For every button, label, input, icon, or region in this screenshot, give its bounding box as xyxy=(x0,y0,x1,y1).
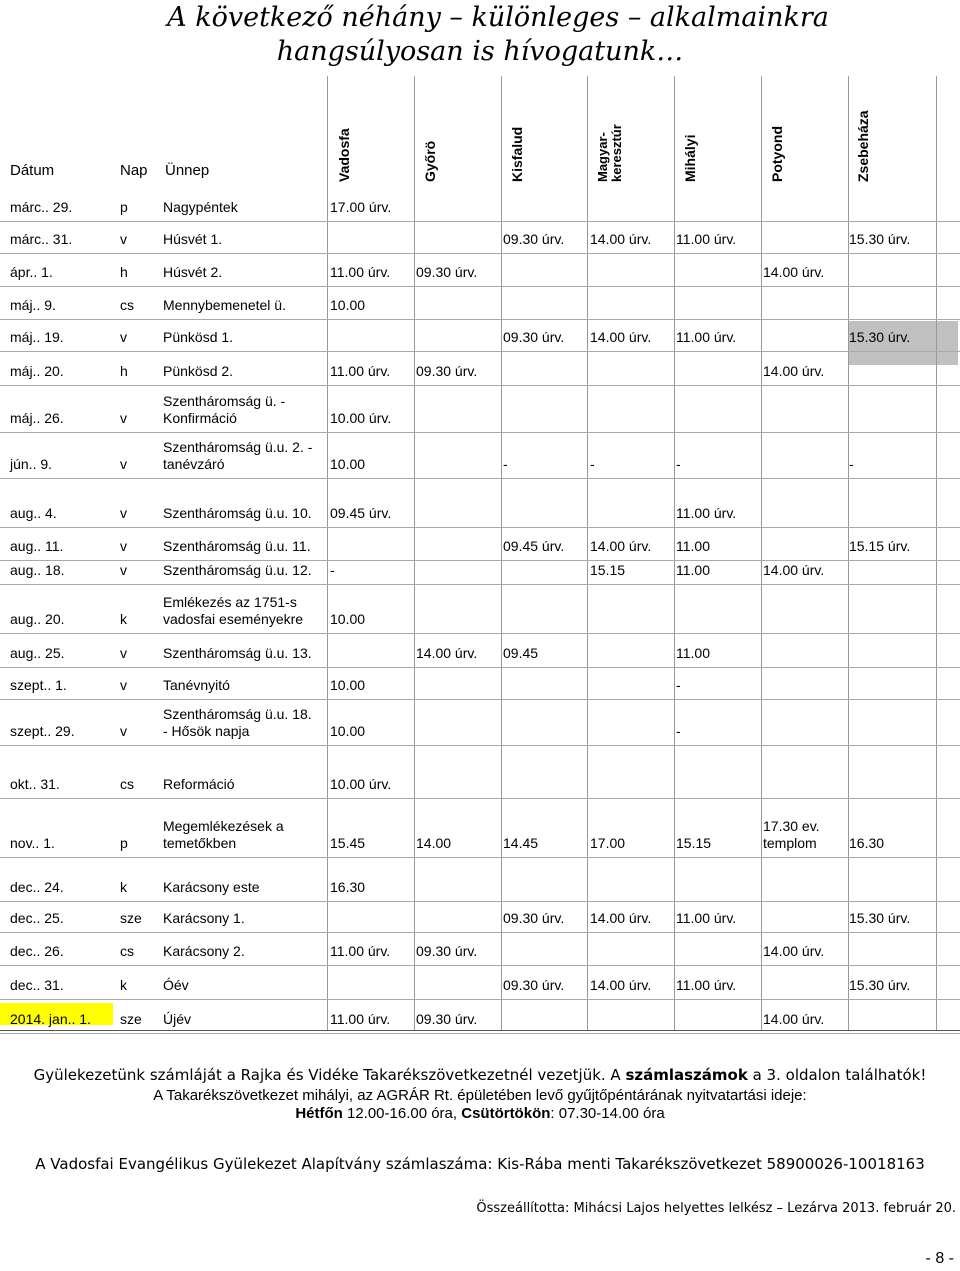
row-date: aug.. 18. xyxy=(10,562,65,578)
row-event: Óév xyxy=(163,977,189,993)
row-day: p xyxy=(120,835,128,851)
row-time: 17.00 xyxy=(590,835,626,851)
row-time: 16.30 xyxy=(330,879,366,895)
row-time: 14.00 úrv. xyxy=(763,264,825,280)
header-date: Dátum xyxy=(10,162,55,179)
row-time: 11.00 úrv. xyxy=(330,943,391,959)
row-day: v xyxy=(120,562,127,578)
row-time: 09.45 úrv. xyxy=(330,505,392,521)
row-day: cs xyxy=(120,297,134,313)
row-event: Reformáció xyxy=(163,776,235,792)
title-line-2: hangsúlyosan is hívogatunk… xyxy=(276,36,684,67)
row-time: 14.00 úrv. xyxy=(763,1011,825,1027)
row-time: 11.00 úrv. xyxy=(330,1011,391,1027)
row-event: Emlékezés az 1751-s vadosfai eseményekre xyxy=(163,594,304,627)
row-date: márc.. 31. xyxy=(10,231,73,247)
row-day: k xyxy=(120,879,127,895)
row-event: Nagypéntek xyxy=(163,199,238,215)
row-time: 09.30 úrv. xyxy=(503,910,565,926)
row-date: okt.. 31. xyxy=(10,776,60,792)
row-time: 15.30 úrv. xyxy=(849,231,911,247)
row-time: 15.15 xyxy=(590,562,626,578)
row-day: sze xyxy=(120,1011,142,1027)
row-event: Szentháromság ü.u. 18. - Hősök napja xyxy=(163,706,312,739)
row-time: 14.00 úrv. xyxy=(763,562,825,578)
row-event: Szentháromság ü.u. 13. xyxy=(163,645,312,661)
row-date: dec.. 31. xyxy=(10,977,64,993)
row-time: 09.30 úrv. xyxy=(416,363,478,379)
monday-label: Hétfőn xyxy=(295,1105,343,1122)
row-date: 2014. jan.. 1. xyxy=(10,1011,91,1027)
header-place: Zsebeháza xyxy=(855,110,871,182)
row-day: v xyxy=(120,645,127,661)
row-time: 16.30 xyxy=(849,835,885,851)
row-time: 11.00 úrv. xyxy=(330,363,391,379)
row-date: márc.. 29. xyxy=(10,199,73,215)
row-time: 11.00 úrv. xyxy=(676,329,737,345)
bank-note-text-c: a 3. oldalon találhatók! xyxy=(747,1066,927,1084)
row-day: v xyxy=(120,231,127,247)
row-time: 11.00 xyxy=(676,538,710,554)
opening-hours-note: A Takarékszövetkezet mihályi, az AGRÁR Rt. épületében levő gyűjtőpéntárának nyitvatartási ideje: xyxy=(153,1087,807,1104)
row-event: Mennybemenetel ü. xyxy=(163,297,286,313)
row-time: 14.45 xyxy=(503,835,539,851)
row-date: aug.. 4. xyxy=(10,505,57,521)
row-date: máj.. 20. xyxy=(10,363,64,379)
row-time: 15.45 xyxy=(330,835,366,851)
row-event: Szentháromság ü.u. 2. - tanévzáró xyxy=(163,439,313,472)
page-number: - 8 - xyxy=(925,1250,954,1267)
row-date: aug.. 25. xyxy=(10,645,65,661)
row-date: szept.. 1. xyxy=(10,677,67,693)
row-time: 15.30 úrv. xyxy=(849,910,911,926)
row-time: 17.30 ev. templom xyxy=(763,818,820,851)
row-date: szept.. 29. xyxy=(10,723,75,739)
header-place: Vadosfa xyxy=(336,128,352,182)
row-day: sze xyxy=(120,910,142,926)
row-time: 15.15 úrv. xyxy=(849,538,911,554)
row-time: 10.00 xyxy=(330,456,366,472)
row-day: h xyxy=(120,264,128,280)
row-time: 14.00 úrv. xyxy=(763,943,825,959)
row-time: 15.30 úrv. xyxy=(849,977,911,993)
row-day: cs xyxy=(120,943,134,959)
row-date: máj.. 26. xyxy=(10,410,64,426)
row-event: Szentháromság ü.u. 12. xyxy=(163,562,312,578)
row-day: v xyxy=(120,538,127,554)
header-place: Győrö xyxy=(422,140,438,182)
row-time: 14.00 úrv. xyxy=(590,329,652,345)
row-time: 11.00 úrv. xyxy=(676,910,737,926)
row-event: Megemlékezések a temetőkben xyxy=(163,818,284,851)
row-date: jún.. 9. xyxy=(10,456,53,472)
row-time: 09.30 úrv. xyxy=(416,943,478,959)
header-place: Kisfalud xyxy=(509,126,525,182)
thursday-hours: : 07.30-14.00 óra xyxy=(550,1105,665,1122)
row-time: 11.00 úrv. xyxy=(676,505,737,521)
row-time: 14.00 úrv. xyxy=(590,231,652,247)
row-date: nov.. 1. xyxy=(10,835,55,851)
row-time: 11.00 úrv. xyxy=(676,977,737,993)
row-time: 10.00 úrv. xyxy=(330,776,392,792)
monday-hours: 12.00-16.00 óra, xyxy=(342,1105,462,1122)
row-time: 14.00 úrv. xyxy=(590,538,652,554)
row-day: v xyxy=(120,505,127,521)
row-day: v xyxy=(120,410,127,426)
row-day: v xyxy=(120,456,127,472)
row-time: 11.00 xyxy=(676,562,710,578)
header-place: Magyar- keresztúr xyxy=(595,124,624,182)
row-time: 09.45 úrv. xyxy=(503,538,565,554)
row-time: 14.00 úrv. xyxy=(416,645,478,661)
row-time: 11.00 xyxy=(676,645,710,661)
thursday-label: Csütörtökön xyxy=(461,1105,551,1122)
row-day: h xyxy=(120,363,128,379)
row-time: 17.00 úrv. xyxy=(330,199,392,215)
row-time: 14.00 úrv. xyxy=(590,910,652,926)
row-event: Húsvét 1. xyxy=(163,231,223,247)
row-time: 14.00 úrv. xyxy=(763,363,825,379)
row-time: 15.15 xyxy=(676,835,712,851)
row-time: 09.30 úrv. xyxy=(416,264,478,280)
row-date: dec.. 26. xyxy=(10,943,64,959)
header-place: Mihályi xyxy=(682,134,698,182)
row-date: máj.. 9. xyxy=(10,297,56,313)
row-time: 10.00 xyxy=(330,677,366,693)
row-time: 14.00 úrv. xyxy=(590,977,652,993)
row-event: Húsvét 2. xyxy=(163,264,223,280)
row-event: Szentháromság ü.u. 10. xyxy=(163,505,312,521)
row-time: - xyxy=(330,562,335,578)
row-time: 09.30 úrv. xyxy=(416,1011,478,1027)
header-holiday: Ünnep xyxy=(165,162,210,179)
row-time: - xyxy=(849,456,854,472)
row-time: 10.00 xyxy=(330,611,366,627)
row-event: Karácsony 1. xyxy=(163,910,245,926)
row-event: Karácsony este xyxy=(163,879,260,895)
row-day: v xyxy=(120,723,127,739)
row-event: Szentháromság ü.u. 11. xyxy=(163,538,311,554)
row-day: cs xyxy=(120,776,134,792)
compiled-by: Összeállította: Mihácsi Lajos helyettes lelkész – Lezárva 2013. február 20. xyxy=(476,1201,956,1216)
row-day: v xyxy=(120,329,127,345)
bank-note xyxy=(0,1066,960,1084)
foundation-account: A Vadosfai Evangélikus Gyülekezet Alapítvány számlaszáma: Kis-Rába menti Takarékszövetkezet 58900026-10018163 xyxy=(35,1155,925,1173)
row-day: p xyxy=(120,199,128,215)
row-date: aug.. 11. xyxy=(10,538,64,554)
row-date: ápr.. 1. xyxy=(10,264,53,280)
row-time: 09.30 úrv. xyxy=(503,977,565,993)
row-time: - xyxy=(676,677,681,693)
row-time: 09.30 úrv. xyxy=(503,231,565,247)
row-time: 09.30 úrv. xyxy=(503,329,565,345)
row-day: k xyxy=(120,977,127,993)
row-date: dec.. 24. xyxy=(10,879,64,895)
row-time: - xyxy=(676,456,681,472)
row-time: - xyxy=(503,456,508,472)
row-date: aug.. 20. xyxy=(10,611,65,627)
title-line-1: A következő néhány – különleges – alkalmainkra xyxy=(167,2,829,33)
row-event: Pünkösd 1. xyxy=(163,329,234,345)
row-time: 09.45 xyxy=(503,645,539,661)
row-day: v xyxy=(120,677,127,693)
row-event: Újév xyxy=(163,1011,192,1027)
row-event: Pünkösd 2. xyxy=(163,363,234,379)
bank-note-bold: számlaszámok xyxy=(625,1066,748,1084)
opening-hours xyxy=(0,1105,960,1122)
row-time: 15.30 úrv. xyxy=(849,329,911,345)
header-day: Nap xyxy=(120,162,148,179)
header-place: Potyond xyxy=(769,126,785,182)
row-time: 11.00 úrv. xyxy=(676,231,737,247)
row-event: Karácsony 2. xyxy=(163,943,245,959)
row-time: 14.00 xyxy=(416,835,452,851)
row-time: - xyxy=(590,456,595,472)
row-time: 10.00 xyxy=(330,723,366,739)
row-event: Tanévnyitó xyxy=(163,677,230,693)
row-date: dec.. 25. xyxy=(10,910,64,926)
row-event: Szentháromság ü. - Konfirmáció xyxy=(163,393,286,426)
row-time: 10.00 xyxy=(330,297,366,313)
row-time: 10.00 úrv. xyxy=(330,410,392,426)
row-time: - xyxy=(676,723,681,739)
row-time: 11.00 úrv. xyxy=(330,264,391,280)
row-day: k xyxy=(120,611,127,627)
bank-note-text-a: Gyülekezetünk számláját a Rajka és Vidéke Takarékszövetkezetnél vezetjük. A xyxy=(33,1066,626,1084)
row-date: máj.. 19. xyxy=(10,329,64,345)
